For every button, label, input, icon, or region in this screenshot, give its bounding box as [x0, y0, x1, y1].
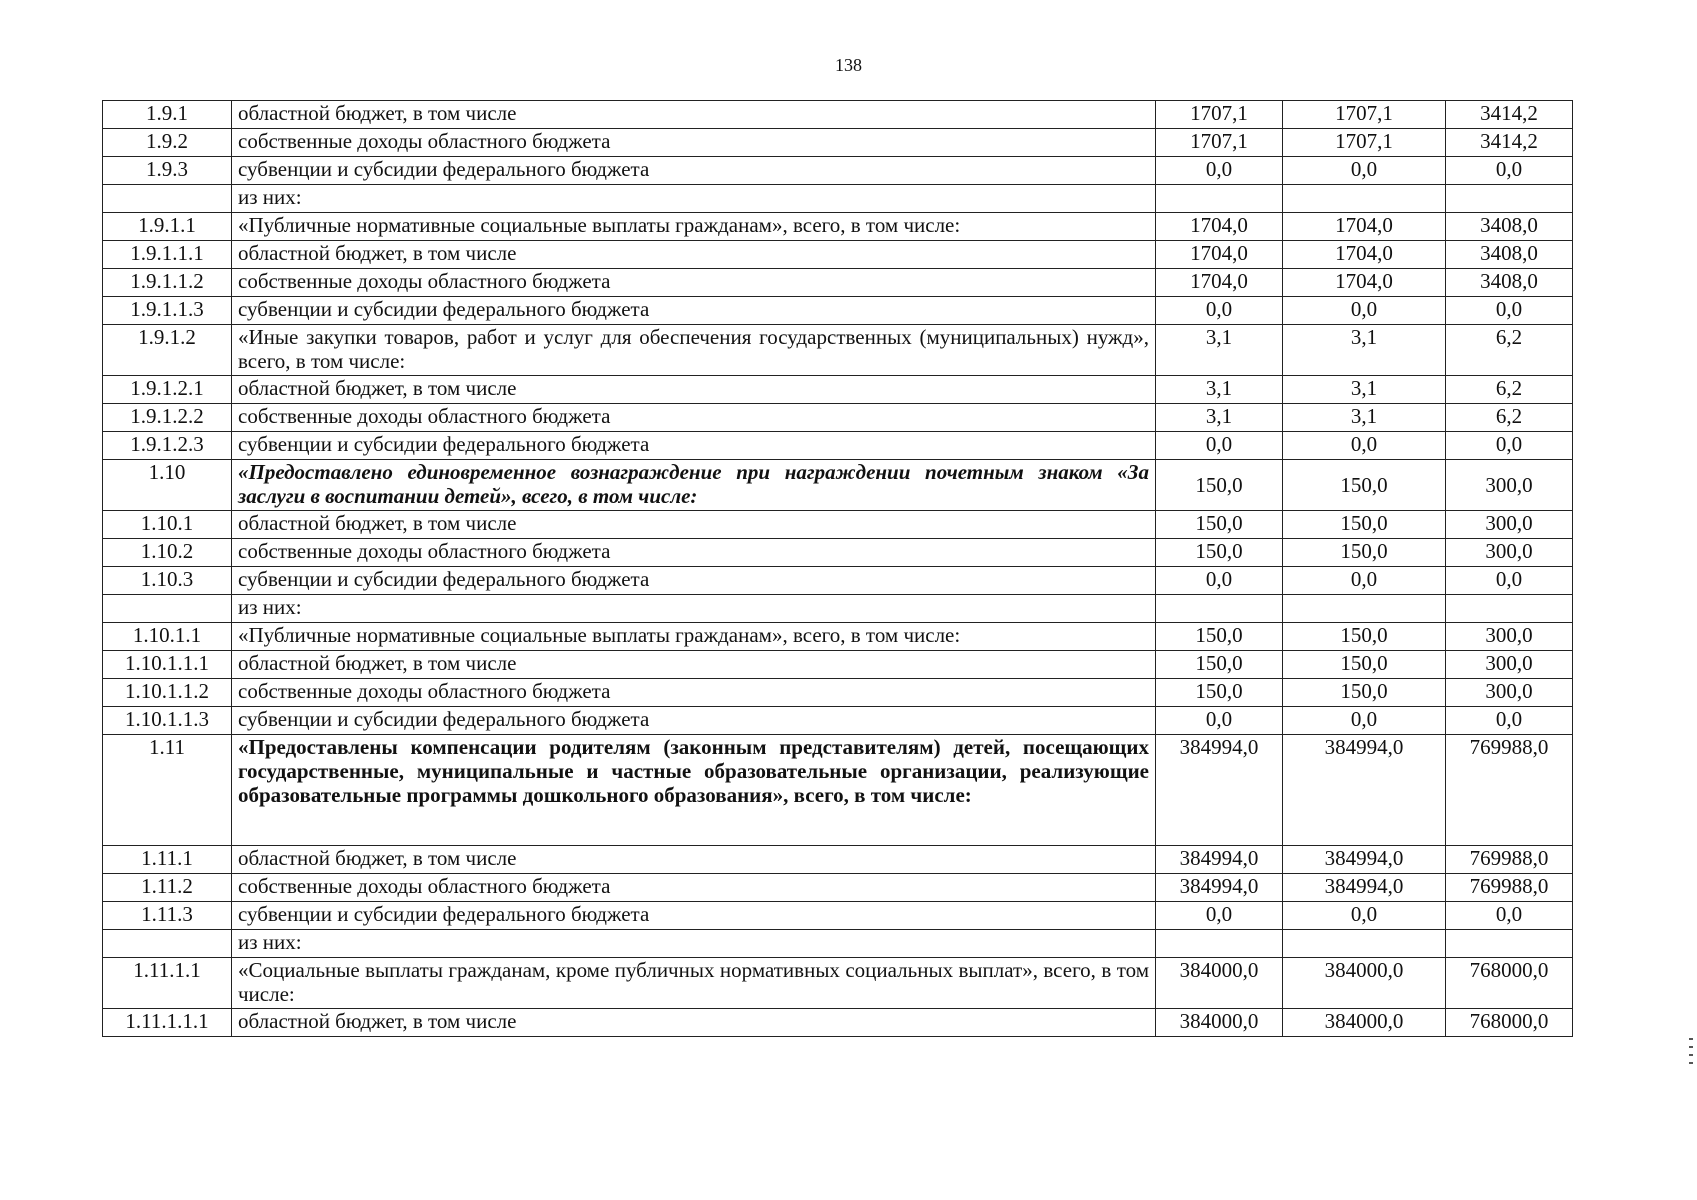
row-value-3: 768000,0: [1446, 1009, 1573, 1037]
row-value-2: 3,1: [1283, 376, 1446, 404]
table-row: [103, 595, 1573, 623]
row-value-1: [1156, 595, 1283, 623]
scan-mark: [1689, 1046, 1693, 1048]
row-value-1: 1707,1: [1156, 101, 1283, 129]
row-value-1: 384000,0: [1156, 1009, 1283, 1037]
table-row: [103, 1009, 1573, 1037]
table-row: [103, 129, 1573, 157]
row-value-2: [1283, 185, 1446, 213]
row-value-3: 6,2: [1446, 404, 1573, 432]
row-code: [103, 930, 232, 958]
row-description: областной бюджет, в том числе: [232, 651, 1156, 679]
row-description: собственные доходы областного бюджета: [232, 539, 1156, 567]
row-description: субвенции и субсидии федерального бюджета: [232, 902, 1156, 930]
row-description: областной бюджет, в том числе: [232, 241, 1156, 269]
row-description: из них:: [232, 185, 1156, 213]
table-row: [103, 325, 1573, 376]
table-row: [103, 297, 1573, 325]
row-value-3: 300,0: [1446, 460, 1573, 511]
row-description: областной бюджет, в том числе: [232, 846, 1156, 874]
table-row: [103, 157, 1573, 185]
row-code: 1.11.1.1: [103, 958, 232, 1009]
table-row: [103, 404, 1573, 432]
row-value-1: 150,0: [1156, 511, 1283, 539]
row-value-1: 384000,0: [1156, 958, 1283, 1009]
row-value-2: 3,1: [1283, 325, 1446, 376]
scan-mark: [1689, 1038, 1693, 1040]
row-description: субвенции и субсидии федерального бюджета: [232, 157, 1156, 185]
table-row: [103, 902, 1573, 930]
row-value-2: 1704,0: [1283, 213, 1446, 241]
row-value-3: 300,0: [1446, 539, 1573, 567]
row-code: 1.10.1.1.2: [103, 679, 232, 707]
row-value-2: [1283, 595, 1446, 623]
row-value-1: 1704,0: [1156, 241, 1283, 269]
table-row: [103, 539, 1573, 567]
row-value-2: 1704,0: [1283, 269, 1446, 297]
row-value-3: 769988,0: [1446, 846, 1573, 874]
row-value-1: 0,0: [1156, 707, 1283, 735]
row-value-1: 384994,0: [1156, 874, 1283, 902]
row-value-1: 1707,1: [1156, 129, 1283, 157]
row-value-3: 6,2: [1446, 376, 1573, 404]
row-code: 1.10.1.1: [103, 623, 232, 651]
row-value-1: 0,0: [1156, 567, 1283, 595]
row-description: «Предоставлено единовременное вознаграждение при награждении почетным знаком «За заслуги в воспитании детей», всего, в том числе:: [232, 460, 1156, 511]
row-description: областной бюджет, в том числе: [232, 1009, 1156, 1037]
row-value-2: 0,0: [1283, 902, 1446, 930]
row-value-3: 3408,0: [1446, 241, 1573, 269]
table-row: [103, 623, 1573, 651]
row-code: 1.10.1.1.3: [103, 707, 232, 735]
row-description: собственные доходы областного бюджета: [232, 269, 1156, 297]
row-description: собственные доходы областного бюджета: [232, 129, 1156, 157]
row-value-1: [1156, 930, 1283, 958]
row-description: собственные доходы областного бюджета: [232, 679, 1156, 707]
row-code: 1.9.1.2.1: [103, 376, 232, 404]
row-value-1: 150,0: [1156, 460, 1283, 511]
row-description: из них:: [232, 930, 1156, 958]
row-value-2: 1707,1: [1283, 101, 1446, 129]
row-description: собственные доходы областного бюджета: [232, 874, 1156, 902]
row-value-1: 150,0: [1156, 539, 1283, 567]
row-value-2: 150,0: [1283, 623, 1446, 651]
table-row: [103, 432, 1573, 460]
row-description: «Публичные нормативные социальные выплаты гражданам», всего, в том числе:: [232, 623, 1156, 651]
budget-table-body: [103, 101, 1573, 1037]
row-value-3: 3414,2: [1446, 129, 1573, 157]
row-value-2: 0,0: [1283, 297, 1446, 325]
row-code: 1.10.3: [103, 567, 232, 595]
row-description: областной бюджет, в том числе: [232, 511, 1156, 539]
row-value-2: 0,0: [1283, 157, 1446, 185]
row-value-3: [1446, 595, 1573, 623]
row-value-2: 384994,0: [1283, 735, 1446, 846]
row-value-1: 384994,0: [1156, 846, 1283, 874]
row-value-3: 0,0: [1446, 432, 1573, 460]
row-value-1: 384994,0: [1156, 735, 1283, 846]
table-row: [103, 269, 1573, 297]
row-code: [103, 185, 232, 213]
row-value-3: 0,0: [1446, 567, 1573, 595]
row-code: 1.10: [103, 460, 232, 511]
row-value-2: 150,0: [1283, 460, 1446, 511]
row-value-3: 769988,0: [1446, 735, 1573, 846]
scan-mark: [1689, 1054, 1693, 1056]
row-code: 1.9.1.1.1: [103, 241, 232, 269]
row-value-2: 150,0: [1283, 651, 1446, 679]
table-row: [103, 846, 1573, 874]
row-code: 1.9.2: [103, 129, 232, 157]
table-row: [103, 185, 1573, 213]
row-value-2: 1707,1: [1283, 129, 1446, 157]
row-description: «Публичные нормативные социальные выплаты гражданам», всего, в том числе:: [232, 213, 1156, 241]
row-description: субвенции и субсидии федерального бюджета: [232, 567, 1156, 595]
row-value-1: 150,0: [1156, 623, 1283, 651]
row-value-2: 150,0: [1283, 679, 1446, 707]
table-row: [103, 376, 1573, 404]
row-value-2: 384994,0: [1283, 846, 1446, 874]
row-value-1: 1704,0: [1156, 269, 1283, 297]
table-row: [103, 930, 1573, 958]
row-description: областной бюджет, в том числе: [232, 101, 1156, 129]
row-value-3: [1446, 930, 1573, 958]
row-code: 1.9.3: [103, 157, 232, 185]
row-value-1: 3,1: [1156, 404, 1283, 432]
row-value-1: [1156, 185, 1283, 213]
row-code: 1.9.1.2.2: [103, 404, 232, 432]
row-code: 1.9.1.1.3: [103, 297, 232, 325]
row-code: 1.9.1.1: [103, 213, 232, 241]
row-value-2: 384994,0: [1283, 874, 1446, 902]
row-description: «Иные закупки товаров, работ и услуг для обеспечения государственных (муниципальных) нужд», всего, в том числе:: [232, 325, 1156, 376]
row-value-1: 150,0: [1156, 679, 1283, 707]
row-value-3: 0,0: [1446, 707, 1573, 735]
row-value-3: 300,0: [1446, 623, 1573, 651]
row-code: 1.10.1.1.1: [103, 651, 232, 679]
row-code: 1.11.1.1.1: [103, 1009, 232, 1037]
row-description: субвенции и субсидии федерального бюджета: [232, 432, 1156, 460]
table-row: [103, 707, 1573, 735]
row-value-3: [1446, 185, 1573, 213]
row-value-3: 769988,0: [1446, 874, 1573, 902]
row-value-1: 1704,0: [1156, 213, 1283, 241]
row-code: 1.9.1.2: [103, 325, 232, 376]
row-value-1: 3,1: [1156, 376, 1283, 404]
row-value-2: 384000,0: [1283, 958, 1446, 1009]
row-code: 1.10.2: [103, 539, 232, 567]
budget-table: [102, 100, 1573, 1037]
table-row: [103, 511, 1573, 539]
page-number: 138: [835, 55, 862, 75]
scan-mark: [1689, 1062, 1693, 1064]
row-value-3: 300,0: [1446, 679, 1573, 707]
row-value-3: 300,0: [1446, 651, 1573, 679]
row-value-2: 0,0: [1283, 707, 1446, 735]
row-code: 1.11.2: [103, 874, 232, 902]
row-value-3: 3408,0: [1446, 269, 1573, 297]
row-value-3: 300,0: [1446, 511, 1573, 539]
table-row: [103, 735, 1573, 846]
row-value-1: 0,0: [1156, 432, 1283, 460]
row-value-1: 0,0: [1156, 297, 1283, 325]
row-code: 1.10.1: [103, 511, 232, 539]
row-description: субвенции и субсидии федерального бюджета: [232, 297, 1156, 325]
row-value-3: 0,0: [1446, 157, 1573, 185]
table-row: [103, 460, 1573, 511]
row-value-2: 3,1: [1283, 404, 1446, 432]
row-code: 1.11.3: [103, 902, 232, 930]
row-value-1: 3,1: [1156, 325, 1283, 376]
row-code: 1.11.1: [103, 846, 232, 874]
row-description: из них:: [232, 595, 1156, 623]
row-value-2: 384000,0: [1283, 1009, 1446, 1037]
row-description: областной бюджет, в том числе: [232, 376, 1156, 404]
row-value-2: 1704,0: [1283, 241, 1446, 269]
row-value-2: 0,0: [1283, 567, 1446, 595]
row-value-3: 768000,0: [1446, 958, 1573, 1009]
table-row: [103, 213, 1573, 241]
row-description: субвенции и субсидии федерального бюджета: [232, 707, 1156, 735]
table-row: [103, 101, 1573, 129]
row-value-2: 150,0: [1283, 511, 1446, 539]
row-code: [103, 595, 232, 623]
row-value-1: 0,0: [1156, 902, 1283, 930]
table-row: [103, 874, 1573, 902]
row-description: «Социальные выплаты гражданам, кроме публичных нормативных социальных выплат», всего, в том числе:: [232, 958, 1156, 1009]
row-value-3: 0,0: [1446, 902, 1573, 930]
table-row: [103, 651, 1573, 679]
table-row: [103, 567, 1573, 595]
row-code: 1.9.1.1.2: [103, 269, 232, 297]
table-row: [103, 679, 1573, 707]
row-value-3: 3414,2: [1446, 101, 1573, 129]
row-description: «Предоставлены компенсации родителям (законным представителям) детей, посещающих государственные, муниципальные и частные образовательные организации, реализующие образовательные программы дошкольного образования», всего, в том числе:: [232, 735, 1156, 846]
row-code: 1.11: [103, 735, 232, 846]
row-value-1: 150,0: [1156, 651, 1283, 679]
row-description: собственные доходы областного бюджета: [232, 404, 1156, 432]
row-value-1: 0,0: [1156, 157, 1283, 185]
row-value-2: [1283, 930, 1446, 958]
row-value-3: 3408,0: [1446, 213, 1573, 241]
table-row: [103, 241, 1573, 269]
table-row: [103, 958, 1573, 1009]
row-code: 1.9.1.2.3: [103, 432, 232, 460]
row-value-3: 0,0: [1446, 297, 1573, 325]
row-value-3: 6,2: [1446, 325, 1573, 376]
row-value-2: 150,0: [1283, 539, 1446, 567]
row-code: 1.9.1: [103, 101, 232, 129]
row-value-2: 0,0: [1283, 432, 1446, 460]
